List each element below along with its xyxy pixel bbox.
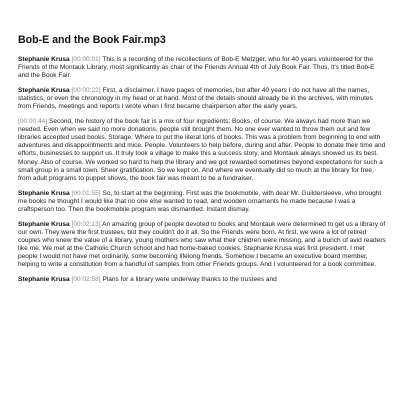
- timestamp[interactable]: [00:01:55]: [71, 189, 101, 197]
- paragraph-text: An amazing group of people devoted to books and Montauk were determined to get us a library of our own. They were the first trustees, but they couldn't do it all. So the Friends were born. At first, we were a lot of retired couples who knew the value of a library, young mothers who saw what their children were missing, and a bunch of avid readers like me. We met at the Catholic Church school and had home-baked cookies. Stephanie Krusa was first president. I met people I would not have met ordinarily, some becoming lifelong friends. Somehow I became an executive board member, helping to write a constitution from a handful of samples from other Friends groups. And I volunteered for a book committee.: [18, 220, 386, 269]
- transcript-document: [18, 34, 386, 400]
- document-title: Bob-E and the Book Fair.mp3: [18, 34, 166, 46]
- transcript-paragraph: [18, 221, 386, 269]
- transcript-paragraph: [18, 87, 386, 111]
- transcript-paragraph: [18, 56, 386, 80]
- paragraph-text: So, to start at the beginning. First was the bookmobile, with dear Mr. Guildersleeve, who brought me books he thought I would like that no one else wanted to read, and wooden ornaments he made because I was a craftsperson too. Then the bookmobile program was dismantled. Instant dismay.: [18, 189, 382, 213]
- timestamp[interactable]: [00:00:22]: [71, 87, 101, 95]
- speaker-name: Stephanie Krusa: [18, 276, 70, 284]
- timestamp[interactable]: [00:00:01]: [71, 56, 101, 63]
- speaker-name: Stephanie Krusa: [18, 220, 70, 228]
- speaker-name: Stephanie Krusa: [18, 189, 70, 197]
- paragraph-text: This is a recording of the recollections of Bob-E Metzger, who for 40 years volunteered for the Friends of the Montauk Library, most significantly as chair of the Friends Annual 4th of July Book Fair. Thus, it's titled Bob-E and the Book Fair.: [18, 56, 375, 80]
- paragraph-text: Plans for a library were underway thanks to the trustees and: [102, 276, 277, 284]
- transcript-paragraph: [18, 118, 386, 182]
- transcript-paragraph: [18, 190, 386, 214]
- timestamp[interactable]: [00:02:13]: [71, 220, 101, 228]
- timestamp[interactable]: [00:02:58]: [71, 276, 101, 284]
- speaker-name: Stephanie Krusa: [18, 56, 70, 63]
- speaker-name: Stephanie Krusa: [18, 87, 70, 95]
- timestamp[interactable]: [00:00:44]: [18, 118, 48, 126]
- transcript-paragraph: [18, 276, 386, 284]
- paragraph-text: Second, the history of the book fair is a mix of four ingredients: Books, of course. We always had more than we needed. Even when we said no more donations, people still brought them. No one ever wanted to throw them out and few libraries accepted used books. Storage. Where to put the literal tons of books. This was a problem from beginning to end with adventures and disappointments and mice. People. Volunteers to help before, during and after. People to donate their time and efforts, businesses to support us. It truly took a village to make this a success story, and Montauk always showed us its best. Money. Also of course. We worked so hard to help the library and we got rewarded sometimes beyond expectations for such a small group in a small town. Sheer gratification. So we kept on. And where we eventually did so much at the library for free, from adult programs to puppet shows, the book fair was meant to be a fundraiser.: [18, 118, 386, 182]
- paragraph-text: First, a disclaimer. I have pages of memories, but after 40 years I do not have all the names, statistics, or even the chronology in my head or at hand. Most of the details should already be in the archives, with minutes from Friends, meetings and reports I wrote when I first became chairperson after the early years.: [18, 87, 373, 111]
